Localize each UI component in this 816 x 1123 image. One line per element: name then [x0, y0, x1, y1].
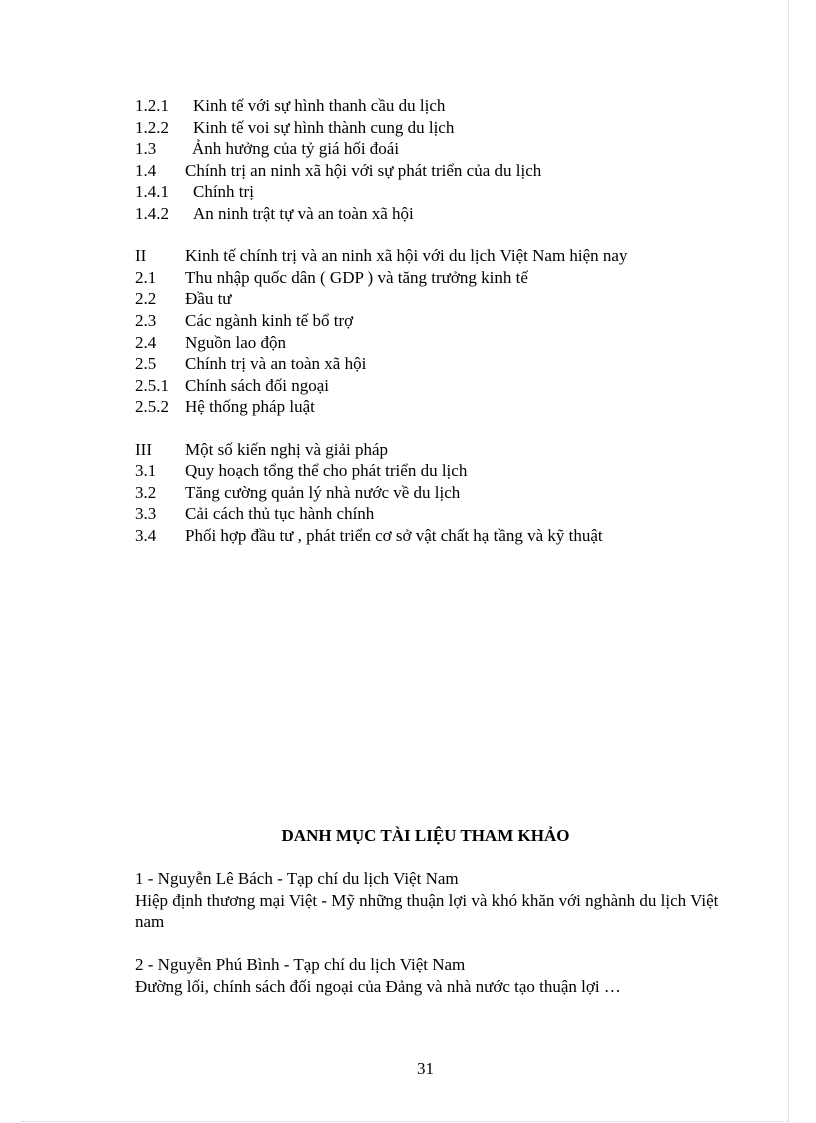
toc-item-text: Đầu tư	[185, 289, 232, 309]
toc-item-number: 3.1	[135, 461, 157, 481]
toc-item-text: Ảnh hưởng của tỷ giá hối đoái	[192, 139, 400, 159]
toc-item-number: 2.5.2	[135, 397, 169, 417]
toc-item-number: 3.4	[135, 525, 157, 545]
toc-item-number: 3.3	[135, 504, 157, 524]
toc-item	[135, 439, 735, 461]
toc-item-number: 2.3	[135, 310, 157, 330]
toc-item	[135, 138, 735, 160]
toc-item	[135, 396, 735, 418]
reference-entry	[135, 954, 725, 997]
page-number: 31	[417, 1059, 434, 1078]
toc-item	[135, 482, 735, 504]
toc-item	[135, 117, 735, 139]
toc-item-text: Một số kiến nghị và giải pháp	[185, 439, 389, 459]
toc-item-number: 1.2.2	[135, 117, 169, 137]
toc-item-text: Chính trị và an toàn xã hội	[185, 354, 367, 374]
reference-author-source: 1 - Nguyễn Lê Bách - Tạp chí du lịch Việt Nam	[135, 869, 459, 888]
toc-item-number: III	[135, 439, 152, 459]
toc-item-number: 1.3	[135, 139, 157, 159]
reference-title: Hiệp định thương mại Việt - Mỹ những thuận lợi và khó khăn với nghành du lịch Việt nam	[135, 890, 719, 932]
toc-item-number: 2.5.1	[135, 375, 169, 395]
toc-item	[135, 460, 735, 482]
toc-item-number: 1.2.1	[135, 96, 169, 115]
toc-item-text: Kinh tế chính trị và an ninh xã hội với du lịch Việt Nam hiện nay	[185, 246, 628, 266]
toc-item-text: Kinh tế voi sự hình thành cung du lịch	[193, 117, 455, 137]
reference-title: Đường lối, chính sách đối ngoại của Đảng và nhà nước tạo thuận lợi …	[135, 976, 621, 996]
toc-item	[135, 288, 735, 310]
toc-item-number: 2.5	[135, 354, 157, 374]
toc-item-text: Các ngành kinh tế bổ trợ	[185, 310, 354, 330]
toc-item-number: II	[135, 246, 147, 266]
toc-item	[135, 375, 735, 397]
toc-item	[135, 203, 735, 225]
toc-item	[135, 181, 735, 203]
toc-item-text: Thu nhập quốc dân ( GDP ) và tăng trưởng kinh tế	[185, 267, 528, 287]
toc-item-number: 1.4.1	[135, 182, 169, 202]
page-border-bottom	[22, 1121, 788, 1122]
toc-item	[135, 525, 735, 547]
toc-item-text: Tăng cường quản lý nhà nước về du lịch	[185, 482, 461, 502]
toc-item	[135, 310, 735, 332]
toc-item	[135, 160, 735, 182]
toc-item-text: Hệ thống pháp luật	[185, 397, 315, 417]
toc-item-text: Chính trị an ninh xã hội với sự phát triển của du lịch	[185, 160, 542, 180]
references-list	[135, 868, 725, 1019]
toc-item-number: 1.4.2	[135, 203, 169, 223]
reference-entry	[135, 868, 725, 933]
references-title: DANH MỤC TÀI LIỆU THAM KHẢO	[281, 826, 570, 845]
toc-item	[135, 503, 735, 525]
table-of-contents	[135, 95, 735, 546]
toc-item	[135, 267, 735, 289]
toc-item-text: Kinh tế với sự hình thanh cầu du lịch	[193, 96, 446, 115]
toc-item-text: Chính sách đối ngoại	[185, 375, 330, 395]
toc-item-number: 3.2	[135, 482, 157, 502]
toc-item	[135, 353, 735, 375]
toc-item-text: Quy hoạch tổng thể cho phát triển du lịch	[185, 461, 468, 481]
toc-item-text: Phối hợp đầu tư , phát triển cơ sở vật chất hạ tầng và kỹ thuật	[185, 525, 603, 545]
toc-item-text: An ninh trật tự và an toàn xã hội	[193, 203, 414, 223]
toc-item-number: 1.4	[135, 160, 157, 180]
toc-item-text: Cải cách thủ tục hành chính	[185, 504, 375, 524]
reference-author-source: 2 - Nguyễn Phú Bình - Tạp chí du lịch Việt Nam	[135, 955, 466, 975]
page-border-right	[788, 0, 789, 1123]
toc-item-number: 2.4	[135, 332, 157, 352]
toc-item-text: Nguồn lao độn	[185, 332, 287, 352]
toc-item-number: 2.1	[135, 267, 157, 287]
toc-item	[135, 95, 735, 117]
toc-item-text: Chính trị	[193, 182, 254, 202]
toc-item	[135, 332, 735, 354]
toc-item	[135, 245, 735, 267]
toc-item-number: 2.2	[135, 289, 157, 309]
